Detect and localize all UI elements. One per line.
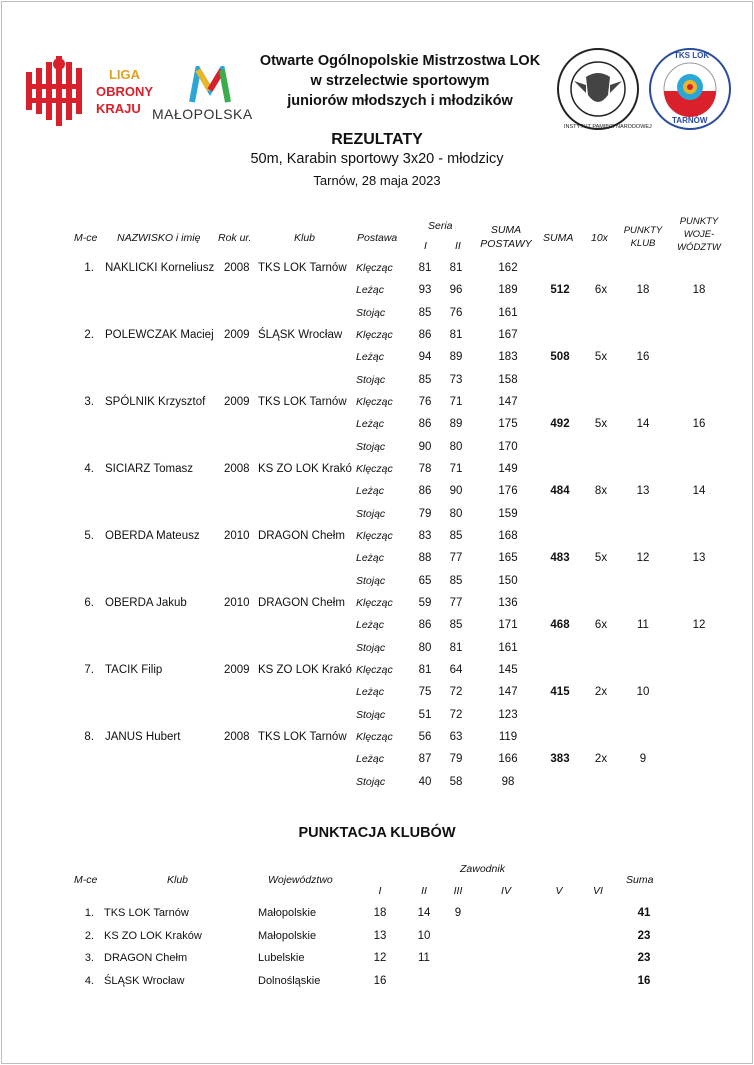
result-series-2: 77 bbox=[449, 596, 463, 609]
liga-logo: LIGA OBRONY KRAJU bbox=[96, 67, 154, 116]
result-series-1: 86 bbox=[418, 328, 432, 341]
results-title: REZULTATY bbox=[331, 131, 423, 148]
result-club: KS ZO LOK Krakó bbox=[258, 462, 352, 475]
result-series-2: 80 bbox=[449, 507, 463, 520]
result-year: 2008 bbox=[224, 262, 250, 274]
col-header-name: NAZWISKO i imię bbox=[117, 232, 201, 244]
result-position-sum: 150 bbox=[498, 574, 518, 587]
club-competitor-points: 18 bbox=[373, 907, 387, 919]
result-name: JANUS Hubert bbox=[105, 730, 181, 743]
result-position-name: Leżąc bbox=[356, 485, 385, 498]
club-sum: 16 bbox=[637, 974, 651, 987]
result-position-sum: 149 bbox=[498, 462, 518, 475]
clubs-header-sum: Suma bbox=[626, 874, 654, 886]
result-points-voivodeship: 13 bbox=[692, 552, 706, 565]
result-position-name: Klęcząc bbox=[356, 730, 393, 743]
result-position-sum: 162 bbox=[498, 262, 518, 274]
result-points-club: 11 bbox=[637, 619, 649, 632]
result-position-sum: 183 bbox=[498, 351, 518, 364]
result-series-2: 76 bbox=[449, 306, 463, 319]
result-series-2: 81 bbox=[449, 262, 463, 274]
club-sum: 41 bbox=[637, 907, 651, 919]
malopolska-logo-mark bbox=[188, 66, 232, 106]
club-voivodeship: Małopolskie bbox=[258, 907, 317, 919]
result-series-1: 65 bbox=[418, 574, 432, 587]
result-series-1: 56 bbox=[418, 730, 432, 743]
result-position-name: Stojąc bbox=[356, 440, 386, 453]
result-position-sum: 168 bbox=[498, 529, 518, 542]
result-position-sum: 145 bbox=[498, 663, 518, 676]
result-tens: 8x bbox=[594, 485, 608, 498]
result-year: 2009 bbox=[224, 395, 250, 408]
result-total: 468 bbox=[550, 619, 570, 632]
result-position-sum: 165 bbox=[498, 552, 518, 565]
result-points-voivodeship: 18 bbox=[692, 284, 706, 297]
result-position-name: Leżąc bbox=[356, 284, 385, 297]
result-position-sum: 119 bbox=[498, 730, 518, 743]
result-position-name: Stojąc bbox=[356, 708, 386, 721]
result-name: OBERDA Mateusz bbox=[105, 529, 200, 542]
malopolska-logo-text: MAŁOPOLSKA bbox=[152, 106, 253, 122]
club-competitor-points: 14 bbox=[417, 907, 431, 919]
result-position-name: Leżąc bbox=[356, 351, 385, 364]
club-sum: 23 bbox=[637, 952, 651, 964]
result-position-sum: 136 bbox=[498, 596, 518, 609]
result-name: NAKLICKI Korneliusz bbox=[105, 262, 215, 274]
result-club: DRAGON Chełm bbox=[258, 596, 345, 609]
clubs-header-competitor-3: III bbox=[453, 885, 463, 897]
clubs-header-competitor-1: I bbox=[378, 885, 382, 897]
result-position-sum: 175 bbox=[498, 418, 518, 431]
club-competitor-points: 12 bbox=[373, 952, 387, 964]
col-header-series: Seria bbox=[428, 220, 453, 232]
result-position-name: Klęcząc bbox=[356, 395, 393, 408]
event-title-line-1: Otwarte Ogólnopolskie Mistrzostwa LOK bbox=[259, 53, 541, 69]
result-year: 2008 bbox=[224, 462, 250, 475]
col-header-points-club: PUNKTY KLUB bbox=[623, 225, 663, 249]
result-position-name: Stojąc bbox=[356, 373, 386, 386]
result-series-2: 77 bbox=[449, 552, 463, 565]
result-tens: 6x bbox=[594, 284, 608, 297]
club-voivodeship: Lubelskie bbox=[258, 952, 305, 964]
result-series-2: 85 bbox=[449, 619, 463, 632]
col-header-sum-position: SUMA POSTAWY bbox=[480, 224, 532, 250]
result-year: 2010 bbox=[224, 529, 250, 542]
result-place: 2. bbox=[84, 328, 94, 341]
results-date: Tarnów, 28 maja 2023 bbox=[313, 173, 441, 188]
result-position-sum: 166 bbox=[498, 753, 518, 766]
result-series-2: 85 bbox=[449, 574, 463, 587]
result-series-2: 81 bbox=[449, 328, 463, 341]
result-series-2: 58 bbox=[449, 775, 463, 788]
clubs-header-competitor: Zawodnik bbox=[460, 863, 505, 875]
result-series-1: 85 bbox=[418, 373, 432, 386]
col-header-points-voivodeship: PUNKTY WOJE- WÓDZTW bbox=[677, 216, 721, 253]
result-position-sum: 170 bbox=[498, 440, 518, 453]
result-position-name: Klęcząc bbox=[356, 328, 393, 341]
result-series-1: 87 bbox=[418, 753, 432, 766]
club-place: 2. bbox=[84, 929, 94, 942]
result-total: 492 bbox=[550, 418, 570, 431]
result-series-2: 89 bbox=[449, 351, 463, 364]
club-name: DRAGON Chełm bbox=[104, 952, 188, 964]
result-position-sum: 161 bbox=[498, 641, 518, 654]
result-year: 2010 bbox=[224, 596, 250, 609]
result-series-1: 83 bbox=[418, 529, 432, 542]
result-position-name: Klęcząc bbox=[356, 462, 393, 475]
event-title-line-2: w strzelectwie sportowym bbox=[310, 73, 490, 89]
clubs-header-club: Klub bbox=[167, 874, 189, 886]
clubs-header-competitor-4: IV bbox=[501, 885, 511, 897]
result-position-name: Klęcząc bbox=[356, 529, 393, 542]
result-year: 2008 bbox=[224, 730, 250, 743]
club-place: 3. bbox=[84, 952, 94, 964]
result-club: ŚLĄSK Wrocław bbox=[258, 328, 343, 341]
result-tens: 5x bbox=[594, 351, 608, 364]
result-total: 415 bbox=[550, 686, 570, 699]
tks-seal-top-text: TKS LOK bbox=[674, 51, 710, 60]
result-series-2: 89 bbox=[449, 418, 463, 431]
result-place: 6. bbox=[84, 596, 94, 609]
result-series-2: 96 bbox=[449, 284, 463, 297]
club-competitor-points: 9 bbox=[454, 907, 462, 919]
club-competitor-points: 10 bbox=[417, 929, 431, 942]
col-header-position: Postawa bbox=[357, 232, 398, 244]
result-position-sum: 98 bbox=[501, 775, 515, 788]
result-points-club: 16 bbox=[636, 351, 650, 364]
result-total: 508 bbox=[550, 351, 570, 364]
eagle-logo bbox=[22, 54, 92, 128]
col-header-sum: SUMA bbox=[543, 232, 574, 244]
result-position-name: Klęcząc bbox=[356, 663, 393, 676]
col-header-series-1: I bbox=[424, 240, 427, 252]
ipn-seal-text: INSTYTUT PAMIĘCI NARODOWEJ bbox=[564, 124, 652, 130]
result-total: 512 bbox=[550, 284, 570, 297]
result-series-2: 80 bbox=[449, 440, 463, 453]
result-position-sum: 189 bbox=[498, 284, 518, 297]
result-series-2: 63 bbox=[449, 730, 463, 743]
result-series-1: 90 bbox=[418, 440, 432, 453]
clubs-header-competitor-5: V bbox=[555, 885, 563, 897]
club-voivodeship: Małopolskie bbox=[258, 929, 317, 942]
result-position-sum: 158 bbox=[498, 373, 518, 386]
result-name: TACIK Filip bbox=[105, 663, 163, 676]
result-name: SICIARZ Tomasz bbox=[105, 462, 193, 475]
result-series-1: 40 bbox=[418, 775, 432, 788]
result-place: 4. bbox=[84, 462, 94, 475]
result-series-1: 81 bbox=[418, 663, 432, 676]
result-series-1: 78 bbox=[418, 462, 432, 475]
clubs-header-place: M-ce bbox=[74, 874, 98, 886]
result-series-1: 80 bbox=[418, 641, 432, 654]
result-position-name: Klęcząc bbox=[356, 262, 393, 274]
clubs-header-competitor-2: II bbox=[421, 885, 427, 897]
result-year: 2009 bbox=[224, 663, 250, 676]
result-series-1: 94 bbox=[418, 351, 432, 364]
club-name: ŚLĄSK Wrocław bbox=[104, 974, 185, 987]
result-position-sum: 167 bbox=[498, 328, 518, 341]
result-points-voivodeship: 14 bbox=[692, 485, 706, 498]
result-tens: 2x bbox=[594, 753, 608, 766]
result-series-2: 71 bbox=[449, 462, 463, 475]
col-header-tens: 10x bbox=[591, 232, 608, 244]
result-tens: 5x bbox=[594, 552, 608, 565]
col-header-year: Rok ur. bbox=[218, 232, 252, 244]
club-competitor-points: 11 bbox=[418, 952, 430, 964]
result-points-voivodeship: 12 bbox=[692, 619, 706, 632]
result-total: 383 bbox=[550, 753, 570, 766]
result-series-1: 86 bbox=[418, 418, 432, 431]
result-series-1: 86 bbox=[418, 619, 432, 632]
tks-seal-bottom-text: TARNÓW bbox=[672, 116, 708, 125]
result-position-name: Leżąc bbox=[356, 552, 385, 565]
club-place: 4. bbox=[84, 974, 94, 987]
result-series-1: 85 bbox=[418, 306, 432, 319]
results-subtitle: 50m, Karabin sportowy 3x20 - młodzicy bbox=[250, 151, 504, 167]
result-series-2: 64 bbox=[449, 663, 463, 676]
event-title-line-3: juniorów młodszych i młodzików bbox=[287, 93, 513, 109]
result-club: TKS LOK Tarnów bbox=[258, 395, 347, 408]
result-points-club: 9 bbox=[639, 753, 647, 766]
result-place: 7. bbox=[84, 663, 94, 676]
result-points-club: 10 bbox=[636, 686, 650, 699]
result-tens: 5x bbox=[594, 418, 608, 431]
result-position-sum: 171 bbox=[498, 619, 518, 632]
result-place: 5. bbox=[84, 529, 94, 542]
club-name: TKS LOK Tarnów bbox=[104, 907, 189, 919]
result-series-1: 86 bbox=[418, 485, 432, 498]
result-series-2: 72 bbox=[449, 686, 463, 699]
result-place: 1. bbox=[84, 262, 94, 274]
result-club: TKS LOK Tarnów bbox=[258, 262, 347, 274]
club-competitor-points: 13 bbox=[373, 929, 387, 942]
result-position-name: Leżąc bbox=[356, 619, 385, 632]
result-series-1: 51 bbox=[418, 708, 432, 721]
result-position-sum: 123 bbox=[498, 708, 518, 721]
club-voivodeship: Dolnośląskie bbox=[258, 974, 321, 987]
result-name: SPÓLNIK Krzysztof bbox=[105, 395, 206, 408]
result-name: POLEWCZAK Maciej bbox=[105, 328, 214, 341]
result-points-club: 14 bbox=[636, 418, 650, 431]
result-series-2: 85 bbox=[449, 529, 463, 542]
result-tens: 6x bbox=[594, 619, 608, 632]
result-series-1: 76 bbox=[418, 395, 432, 408]
result-series-2: 79 bbox=[449, 753, 463, 766]
result-series-1: 59 bbox=[418, 596, 432, 609]
result-total: 483 bbox=[550, 552, 570, 565]
result-position-name: Leżąc bbox=[356, 418, 385, 431]
result-series-2: 73 bbox=[449, 373, 463, 386]
result-points-club: 12 bbox=[636, 552, 650, 565]
result-position-name: Klęcząc bbox=[356, 596, 393, 609]
result-total: 484 bbox=[550, 485, 570, 498]
club-sum: 23 bbox=[637, 929, 651, 942]
ipn-seal bbox=[556, 47, 640, 131]
result-position-name: Stojąc bbox=[356, 507, 386, 520]
result-position-name: Stojąc bbox=[356, 306, 386, 319]
result-position-name: Stojąc bbox=[356, 775, 386, 788]
result-series-1: 88 bbox=[418, 552, 432, 565]
result-club: KS ZO LOK Krakó bbox=[258, 663, 352, 676]
clubs-title: PUNKTACJA KLUBÓW bbox=[298, 825, 456, 841]
result-series-1: 93 bbox=[418, 284, 432, 297]
result-series-2: 72 bbox=[449, 708, 463, 721]
result-series-1: 75 bbox=[418, 686, 432, 699]
result-series-1: 79 bbox=[418, 507, 432, 520]
result-tens: 2x bbox=[594, 686, 608, 699]
col-header-place: M-ce bbox=[74, 232, 98, 244]
result-place: 3. bbox=[84, 395, 94, 408]
result-points-club: 18 bbox=[636, 284, 650, 297]
club-place: 1. bbox=[84, 907, 94, 919]
result-points-club: 13 bbox=[636, 485, 650, 498]
col-header-series-2: II bbox=[455, 240, 461, 252]
result-series-2: 81 bbox=[449, 641, 463, 654]
clubs-header-competitor-6: VI bbox=[593, 885, 603, 897]
result-position-sum: 147 bbox=[498, 686, 518, 699]
col-header-club: Klub bbox=[294, 232, 316, 244]
result-year: 2009 bbox=[224, 328, 250, 341]
result-position-sum: 159 bbox=[498, 507, 518, 520]
result-position-name: Leżąc bbox=[356, 686, 385, 699]
club-competitor-points: 16 bbox=[373, 974, 387, 987]
result-position-name: Leżąc bbox=[356, 753, 385, 766]
result-series-1: 81 bbox=[418, 262, 432, 274]
result-position-name: Stojąc bbox=[356, 641, 386, 654]
result-club: DRAGON Chełm bbox=[258, 529, 345, 542]
result-position-sum: 176 bbox=[498, 485, 518, 498]
result-club: TKS LOK Tarnów bbox=[258, 730, 347, 743]
result-position-sum: 147 bbox=[498, 395, 518, 408]
clubs-header-voivodeship: Województwo bbox=[268, 874, 333, 886]
result-series-2: 71 bbox=[449, 395, 463, 408]
club-name: KS ZO LOK Kraków bbox=[104, 929, 202, 942]
result-position-name: Stojąc bbox=[356, 574, 386, 587]
result-position-sum: 161 bbox=[498, 306, 518, 319]
result-place: 8. bbox=[84, 730, 94, 743]
result-points-voivodeship: 16 bbox=[692, 418, 706, 431]
result-name: OBERDA Jakub bbox=[105, 596, 187, 609]
result-series-2: 90 bbox=[449, 485, 463, 498]
